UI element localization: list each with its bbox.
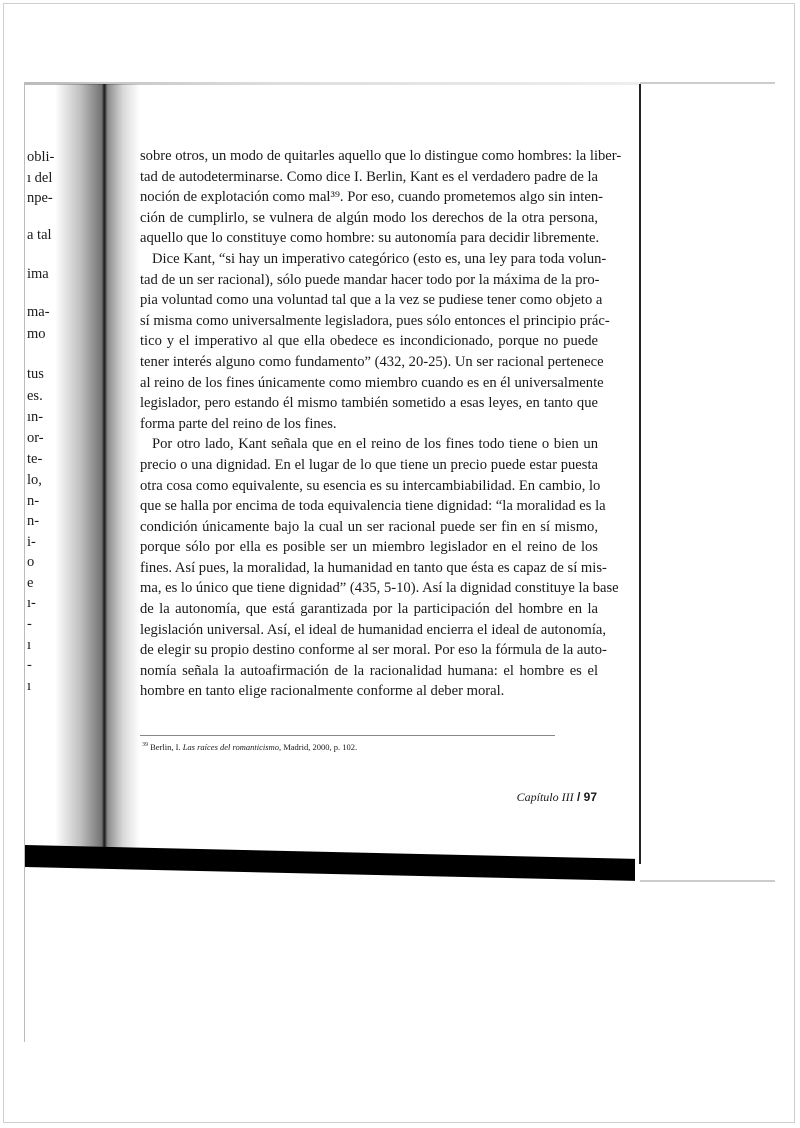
page-number: 97 [583,790,597,804]
margin-fragment: ı [27,637,32,653]
scan-left-edge [24,82,25,1042]
margin-fragment: - [27,616,32,632]
text-line: de la autonomía, que está garantizada por la participación del hombre en la [140,601,598,618]
margin-fragment: npe- [27,190,53,206]
text-line: porque sólo por ella es posible ser un miembro legislador en el reino de los [140,539,598,556]
text-line: fines. Así pues, la moralidad, la humanidad en tanto que ésta es capaz de sí mis- [140,559,607,576]
margin-fragment: lo, [27,472,42,488]
margin-fragment: e [27,575,34,591]
footer-separator: / [573,790,584,804]
text-line: hombre en tanto elige racionalmente conforme al deber moral. [140,683,505,700]
text-line: tico y el imperativo al que ella obedece es incondicionado, porque no puede [140,333,598,350]
text-line: ción de cumplirlo, se vulnera de algún modo los derechos de la otra persona, [140,209,598,226]
margin-fragment: o [27,554,35,570]
margin-fragment: tus [27,366,44,382]
text-line: Dice Kant, “si hay un imperativo categórico (esto es, una ley para toda volun- [152,250,607,267]
text-line: pia voluntad como una voluntad tal que a la vez se pudiese tener como objeto a [140,292,603,309]
footnote [142,742,357,752]
text-line: sí misma como universalmente legisladora, pues sólo entonces el principio prác- [140,312,610,329]
margin-fragment: ın- [27,409,44,425]
margin-fragment: - [27,657,32,673]
margin-fragment: ı- [27,595,36,611]
text-line: precio o una dignidad. En el lugar de lo que tiene un precio puede estar puesta [140,456,598,473]
book-gutter-shadow [55,84,140,849]
margin-fragment: ı del [27,170,53,186]
margin-fragment: a tal [27,227,52,243]
text-line: tad de autodeterminarse. Como dice I. Berlin, Kant es el verdadero padre de la [140,168,598,185]
footnote-rule [140,735,555,736]
scan-bottom-edge-right [640,880,775,882]
text-line: forma parte del reino de los fines. [140,415,337,432]
text-line: que se halla por encima de toda equivalencia tiene dignidad: “la moralidad es la [140,498,606,515]
chapter-label: Capítulo III [516,790,574,804]
text-line: Por otro lado, Kant señala que en el reino de los fines todo tiene o bien un [152,436,598,453]
paragraph [140,249,610,434]
text-line: aquello que lo constituye como hombre: su autonomía para decidir libremente. [140,230,600,247]
margin-fragment: n- [27,493,40,509]
margin-fragment: obli- [27,149,55,165]
margin-fragment: ı [27,678,32,694]
text-line: ma, es lo único que tiene dignidad” (435, 5-10). Así la dignidad constituye la base [140,580,619,597]
page-right-edge [639,84,641,864]
margin-fragment: i- [27,534,36,550]
margin-fragment: te- [27,451,43,467]
text-line: tener interés alguno como fundamento” (432, 20-25). Un ser racional pertenece [140,353,604,370]
margin-fragment: es. [27,388,43,404]
text-line: condición únicamente bajo la cual un ser racional puede ser fin en sí mismo, [140,518,598,535]
page-footer [517,790,597,805]
text-line: tad de un ser racional), sólo puede mandar hacer todo por la máxima de la pro- [140,271,600,288]
text-line: noción de explotación como mal³⁹. Por eso, cuando prometemos algo sin inten- [140,189,603,206]
footnote-marker: 39 [142,742,148,749]
margin-fragment: ma- [27,304,50,320]
margin-fragment: ima [27,266,49,282]
text-line: nomía señala la autoafirmación de la racionalidad humana: el hombre es el [140,662,598,679]
scan-top-edge-right [640,82,775,84]
body-text [140,146,622,702]
footnote-author: Berlin, I. [150,742,183,752]
text-line: legislador, pero estando él mismo también sometido a esas leyes, en tanto que [140,395,598,412]
margin-fragment: or- [27,430,44,446]
footnote-rest: , Madrid, 2000, p. 102. [278,742,358,752]
text-line: al reino de los fines únicamente como miembro cuando es en él universalmente [140,374,604,391]
text-line: de elegir su propio destino conforme al ser moral. Por eso la fórmula de la auto- [140,642,607,659]
margin-fragment: n- [27,513,40,529]
paragraph [140,146,622,249]
text-line: otra cosa como equivalente, su esencia es su intercambiabilidad. En cambio, lo [140,477,601,494]
footnote-title: Las raíces del romanticismo [182,742,279,752]
margin-fragment: mo [27,326,46,342]
paragraph [140,434,619,702]
text-line: legislación universal. Así, el ideal de humanidad encierra el ideal de autonomía, [140,621,607,638]
text-line: sobre otros, un modo de quitarles aquello que lo distingue como hombres: la liber- [140,148,622,164]
